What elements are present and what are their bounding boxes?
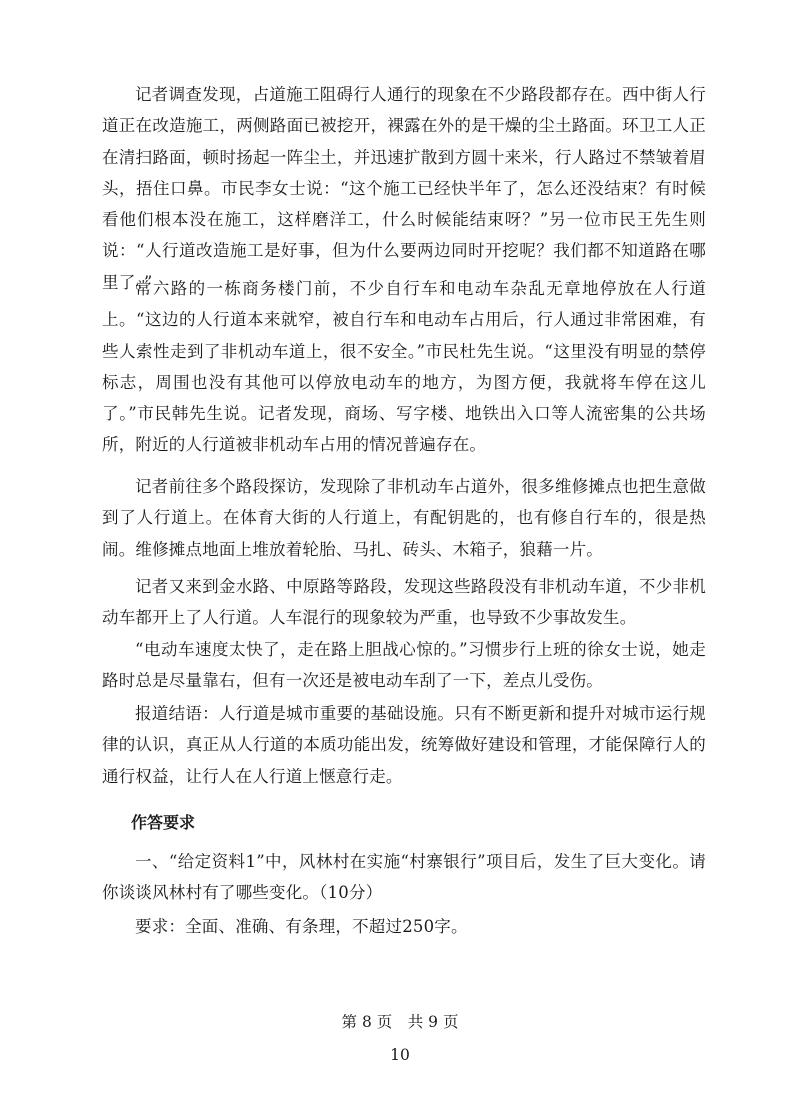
page-number: 10 — [390, 1046, 410, 1064]
question-1-requirement: 要求：全面、准确、有条理，不超过250字。 — [135, 917, 468, 936]
paragraph-bike-parking: 常六路的一栋商务楼门前，不少自行车和电动车杂乱无章地停放在人行道上。“这边的人行道本来就窄，被自行车和电动车占用后，行人通过非常困难，有些人索性走到了非机动车道上，很不安全。”市民杜先生说。“这里没有明显的禁停标志，周围也没有其他可以停放电动车的地方，为图方便，我就将车停在这儿了。”市民韩先生说。记者发现，商场、写字楼、地铁出入口等人流密集的公共场所，附近的人行道被非机动车占用的情况普遍存在。 — [102, 279, 706, 455]
paragraph-report-conclusion: 报道结语：人行道是城市重要的基础设施。只有不断更新和提升对城市运行规律的认识，真正从人行道的本质功能出发，统筹做好建设和管理，才能保障行人的通行权益，让行人在人行道上惬意行走。 — [102, 704, 706, 786]
paragraph-repair-stalls: 记者前往多个路段探访，发现除了非机动车占道外，很多维修摊点也把生意做到了人行道上。在体育大街的人行道上，有配钥匙的，也有修自行车的，很是热闹。维修摊点地面上堆放着轮胎、马扎、砖头、木箱子，狼藉一片。 — [102, 477, 706, 559]
paragraph-pedestrian-quote: “电动车速度太快了，走在路上胆战心惊的。”习惯步行上班的徐女士说，她走路时总是尽量靠右，但有一次还是被电动车刮了一下，差点儿受伤。 — [102, 640, 706, 691]
paragraph-mixed-traffic: 记者又来到金水路、中原路等路段，发现这些路段没有非机动车道，不少非机动车都开上了人行道。人车混行的现象较为严重，也导致不少事故发生。 — [102, 577, 706, 628]
question-1: 一、“给定资料1”中，风林村在实施“村寨银行”项目后，发生了巨大变化。请你谈谈风林村有了哪些变化。（10分） — [102, 852, 706, 903]
section-heading: 作答要求 — [131, 813, 196, 832]
paragraph-construction-obstruction: 记者调查发现，占道施工阻碍行人通行的现象在不少路段都存在。西中街人行道正在改造施工，两侧路面已被挖开，裸露在外的是干燥的尘土路面。环卫工人正在清扫路面，顿时扬起一阵尘土，并迅速扩散到方圆十来米，行人路过不禁皱着眉头，捂住口鼻。市民李女士说：“这个施工已经快半年了，怎么还没结束？有时候看他们根本没在施工，这样磨洋工，什么时候能结束呀？”另一位市民王先生则说：“人行道改造施工是好事，但为什么要两边同时开挖呢？我们都不知道路在哪里了。” — [102, 85, 706, 292]
page-footer-label: 第 8 页 共 9 页 — [341, 1013, 459, 1031]
